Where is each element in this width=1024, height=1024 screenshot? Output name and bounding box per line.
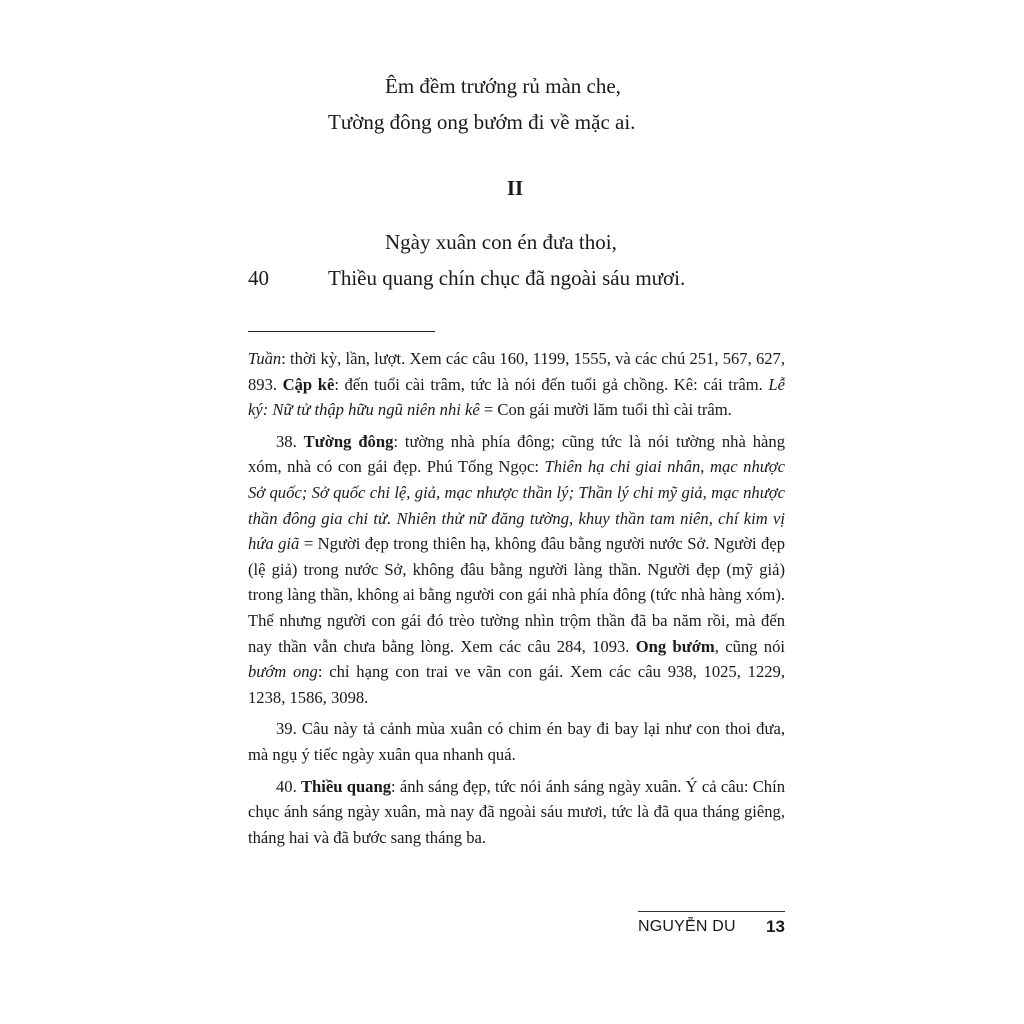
footnotes xyxy=(248,346,785,856)
verse-line: Êm đềm trướng rủ màn che, xyxy=(385,74,621,98)
section-heading xyxy=(0,176,1024,201)
footnote-40: 40. Thiều quang: ánh sáng đẹp, tức nói ánh sáng ngày xuân. Ý cả câu: Chín chục ánh sáng ngày xuân, mà nay đã ngoài sáu mươi, tức là đã qua tháng giêng, tháng hai và đã bước sang tháng ba. xyxy=(248,776,786,847)
verse-line-number: 40 xyxy=(248,266,269,290)
quotation: Lễ ký: Nữ tử thập hữu ngũ niên nhi kê xyxy=(248,374,785,420)
footnote-separator xyxy=(248,331,435,332)
footnote-39: 39. Câu này tả cảnh mùa xuân có chim én bay đi bay lại như con thoi đưa, mà ngụ ý tiếc ngày xuân qua nhanh quá. xyxy=(248,719,785,764)
verse-line: Thiều quang chín chục đã ngoài sáu mươi. xyxy=(328,266,686,290)
term: Tuần xyxy=(248,349,282,368)
verse-line: Tường đông ong bướm đi về mặc ai. xyxy=(328,110,636,134)
verse-line: Ngày xuân con én đưa thoi, xyxy=(385,230,617,254)
term: Thiều quang xyxy=(300,776,392,796)
term: bướm ong xyxy=(248,662,318,682)
page-number: 13 xyxy=(766,917,785,936)
section-numeral: II xyxy=(506,176,524,200)
quotation: Thiên hạ chi giai nhân, mạc nhược Sở quốc; Sở quốc chi lệ, giả, mạc nhược thần lý; Thần lý chi mỹ giả, mạc nhược thần đông gia chi tử. Nhiên thử nữ đăng tường, khuy thần tam niên, chí kim vị hứa giã xyxy=(248,457,786,554)
term: Tường đông xyxy=(303,431,394,451)
footer-rule xyxy=(638,911,785,912)
footnote-tuan: Tuần: thời kỳ, lần, lượt. Xem các câu 160, 1199, 1555, và các chú 251, 567, 627, 893. Cập kê: đến tuổi cài trâm, tức là nói đến tuổi gả chồng. Kê: cái trâm. Lễ ký: Nữ tử thập hữu ngũ niên nhi kê = Con gái mười lăm tuổi thì cài trâm. xyxy=(248,349,785,420)
term: Ong bướm xyxy=(635,636,715,656)
term: Cập kê xyxy=(282,374,335,394)
running-footer-author: NGUYỄN DU xyxy=(638,918,736,935)
footnote-38: 38. Tường đông: tường nhà phía đông; cũng tức là nói tường nhà hàng xóm, nhà có con gái đẹp. Phú Tống Ngọc: Thiên hạ chi giai nhân, mạc nhược Sở quốc; Sở quốc chi lệ, giả, mạc nhược thần lý; Thần lý chi mỹ giả, mạc nhược thần đông gia chi tử. Nhiên thử nữ đăng tường, khuy thần tam niên, chí kim vị hứa giã = Người đẹp trong thiên hạ, không đâu bằng người nước Sở. Người đẹp (lệ giả) trong nước Sở, không đâu bằng người làng thần. Người đẹp (mỹ giả) trong làng thần, không ai bằng người con gái nhà phía đông (tức nhà hàng xóm). Thế nhưng người con gái đó trèo tường nhìn trộm thần đã ba năm rồi, mà đến nay thần vẫn chưa bằng lòng. Xem các câu 284, 1093. Ong bướm, cũng nói bướm ong: chỉ hạng con trai ve vãn con gái. Xem các câu 938, 1025, 1229, 1238, 1586, 3098. xyxy=(248,431,786,707)
